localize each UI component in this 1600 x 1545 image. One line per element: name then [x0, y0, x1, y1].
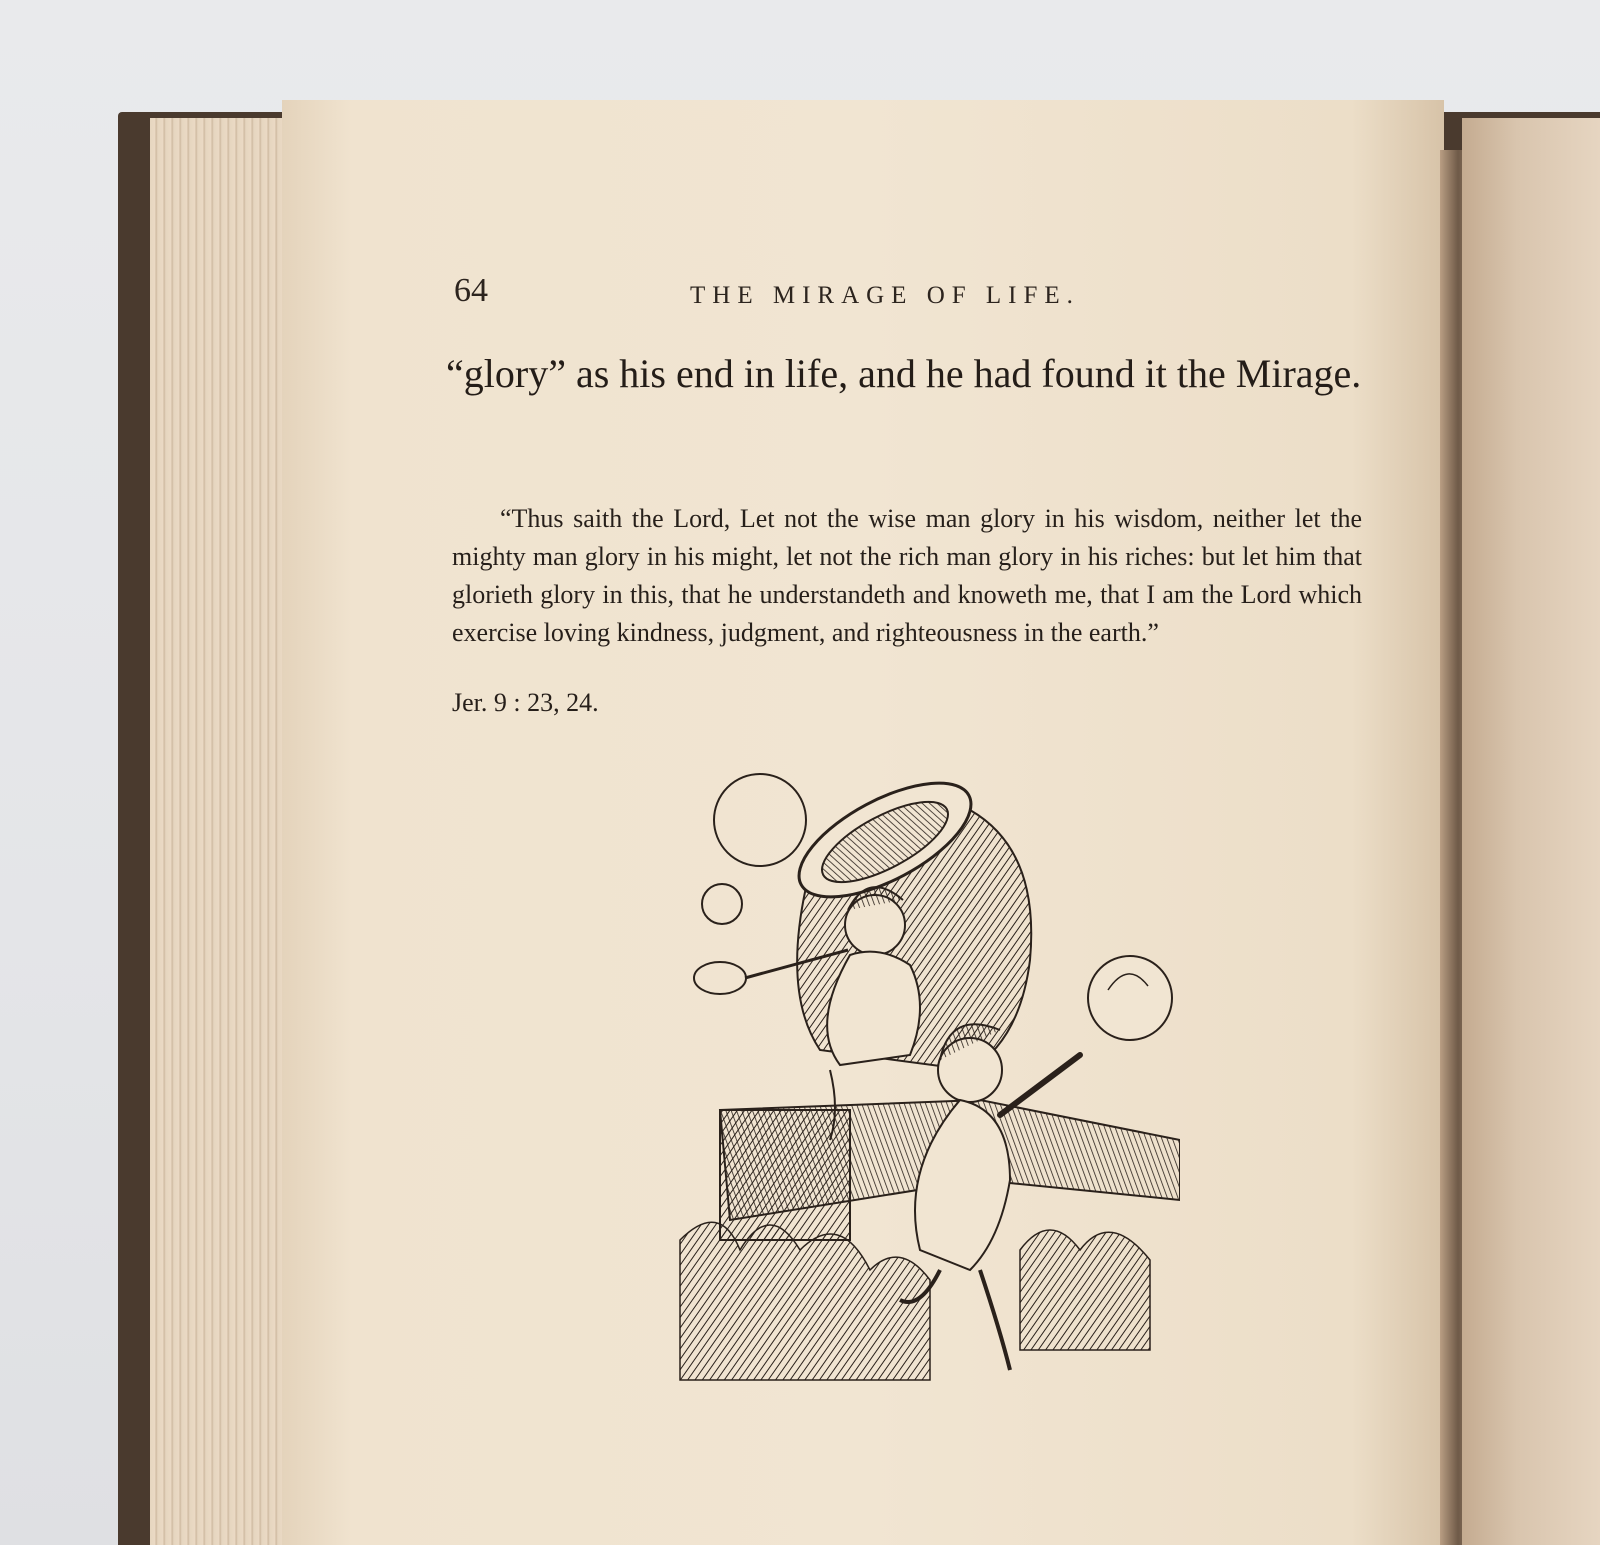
- bubble-on-pipe: [694, 962, 746, 994]
- scripture-citation: Jer. 9 : 23, 24.: [452, 688, 599, 717]
- bubble-large: [714, 774, 806, 866]
- bubble-small: [702, 884, 742, 924]
- grass: [680, 1222, 1150, 1380]
- scripture-quote: “Thus saith the Lord, Let not the wise man glory in his wisdom, neither let the mighty man glory in his might, let not the rich man glory in his riches: but let him that glorieth glory in this, that he understandeth and knoweth me, that I am the Lord which exercise loving kindness, judgment, and righteousness in the earth.”: [452, 504, 1362, 647]
- body-paragraph: “glory” as his end in life, and he had found it the Mirage.: [446, 351, 1362, 396]
- book-title: THE MIRAGE OF LIFE.: [690, 282, 1080, 309]
- facing-page: [1462, 118, 1600, 1545]
- engraving-illustration: [660, 770, 1180, 1390]
- bubble-right: [1088, 956, 1172, 1040]
- running-head: [454, 272, 1374, 318]
- page-number: 64: [454, 272, 488, 309]
- page-edges: [150, 118, 290, 1545]
